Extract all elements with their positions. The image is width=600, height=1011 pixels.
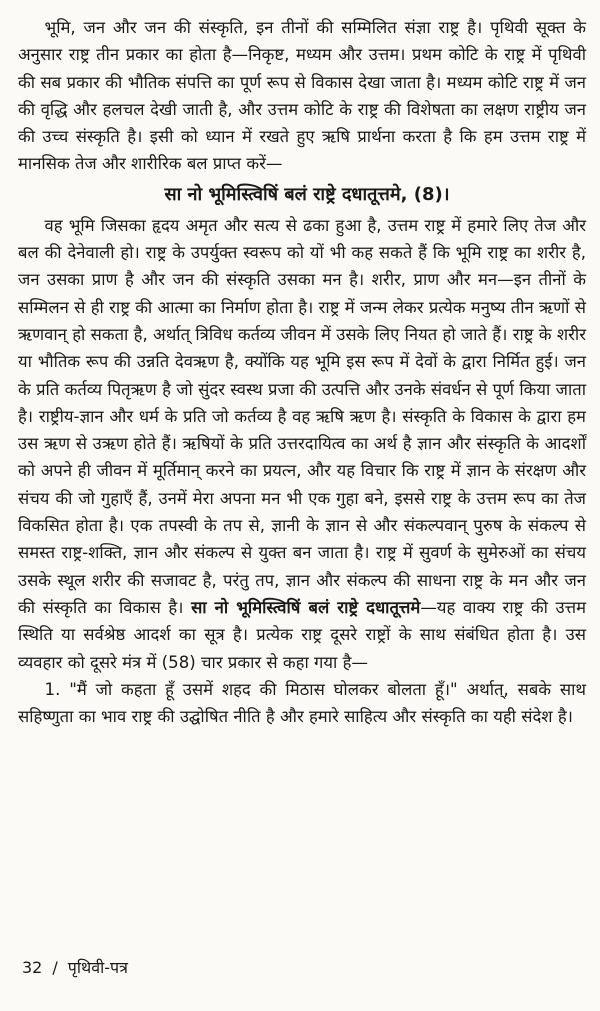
inline-mantra: सा नो भूमिस्त्विषिं बलं राष्ट्रे दधातूत्तमे bbox=[191, 597, 421, 617]
footer-separator: / bbox=[52, 958, 58, 977]
page-footer bbox=[22, 956, 128, 980]
paragraph-intro: भूमि, जन और जन की संस्कृति, इन तीनों की सम्मिलित संज्ञा राष्ट्र है। पृथिवी सूक्त के अनुसार राष्ट्र तीन प्रकार का होता है—निकृष्ट, मध्यम और उत्तम। प्रथम कोटि के राष्ट्र में पृथिवी की सब प्रकार की भौतिक संपत्ति का पूर्ण रूप से विकास देखा जाता है। मध्यम कोटि राष्ट्र में जन की वृद्धि और हलचल देखी जाती है, और उत्तम कोटि के राष्ट्र की विशेषता का लक्षण राष्ट्रीय जन की उच्च संस्कृति है। इसी को ध्यान में रखते हुए ऋषि प्रार्थना करता है कि हम उत्तम राष्ट्र में मानसिक तेज और शारीरिक बल प्राप्त करें— bbox=[18, 18, 586, 174]
list-item-1: 1. "मैं जो कहता हूँ उसमें शहद की मिठास घोलकर बोलता हूँ।" अर्थात्, सबके साथ सहिष्णुता का भाव राष्ट्र की उद्घोषित नीति है और हमारे साहित्य और संस्कृति का यही संदेश है। bbox=[18, 679, 586, 727]
paragraph-explanation bbox=[18, 212, 586, 676]
paragraph-explanation-text-b: —यह वाक्य राष्ट्र की उत्तम स्थिति या सर्वश्रेष्ठ आदर्श का सूत्र है। प्रत्येक राष्ट्र दूसरे राष्ट्रों के साथ संबंधित होता है। उस व्यवहार को दूसरे मंत्र में (58) चार प्रकार से कहा गया है— bbox=[18, 597, 587, 672]
page-body bbox=[18, 14, 586, 730]
verse-quote: सा नो भूमिस्त्विषिं बलं राष्ट्रे दधातूत्तमे, (8)। bbox=[164, 183, 450, 205]
page-number: 32 bbox=[22, 958, 43, 977]
book-title: पृथिवी-पत्र bbox=[67, 958, 128, 977]
paragraph-explanation-text-a: वह भूमि जिसका हृदय अमृत और सत्य से ढका हुआ है, उत्तम राष्ट्र में हमारे लिए तेज और बल की देनेवाली हो। राष्ट्र के उपर्युक्त स्वरूप को यों भी कह सकते हैं कि भूमि राष्ट्र का शरीर है, जन उसका प्राण है और जन की संस्कृति उसका मन है। शरीर, प्राण और मन—इन तीनों के सम्मिलन से ही राष्ट्र की आत्मा का निर्माण होता है। राष्ट्र में जन्म लेकर प्रत्येक मनुष्य तीन ऋणों से ऋणवान् हो सकता है, अर्थात् त्रिविध कर्तव्य जीवन में उसके लिए नियत हो जाते हैं। राष्ट्र के शरीर या भौतिक रूप की उन्नति देवऋण है, क्योंकि यह भूमि इस रूप में देवों के द्वारा निर्मित हुई। जन के प्रति कर्तव्य पितृऋण है जो सुंदर स्वस्थ प्रजा की उत्पत्ति और उनके संवर्धन से पूर्ण किया जाता है। राष्ट्रीय-ज्ञान और धर्म के प्रति जो कर्तव्य है वह ऋषि ऋण है। संस्कृति के विकास के द्वारा हम उस ऋण से उऋण होते हैं। ऋषियों के प्रति उत्तरदायित्व का अर्थ है ज्ञान और संस्कृति के आदर्शों को अपने ही जीवन में मूर्तिमान् करने का प्रयत्न, और यह विचार कि राष्ट्र में ज्ञान के संरक्षण और संचय की जो गुहाएँ हैं, उनमें मेरा अपना मन भी एक गुहा बने, इससे राष्ट्र के उत्तम रूप का तेज विकसित होता है। एक तपस्वी के तप से, ज्ञानी के ज्ञान से और संकल्पवान् पुरुष के संकल्प से समस्त राष्ट्र-शक्ति, ज्ञान और संकल्प से युक्त बन जाता है। राष्ट्र में सुवर्ण के सुमेरुओं का संचय उसके स्थूल शरीर की सजावट है, परंतु तप, ज्ञान और संकल्प की साधना राष्ट्र के मन और जन की संस्कृति का विकास है। bbox=[18, 215, 586, 617]
